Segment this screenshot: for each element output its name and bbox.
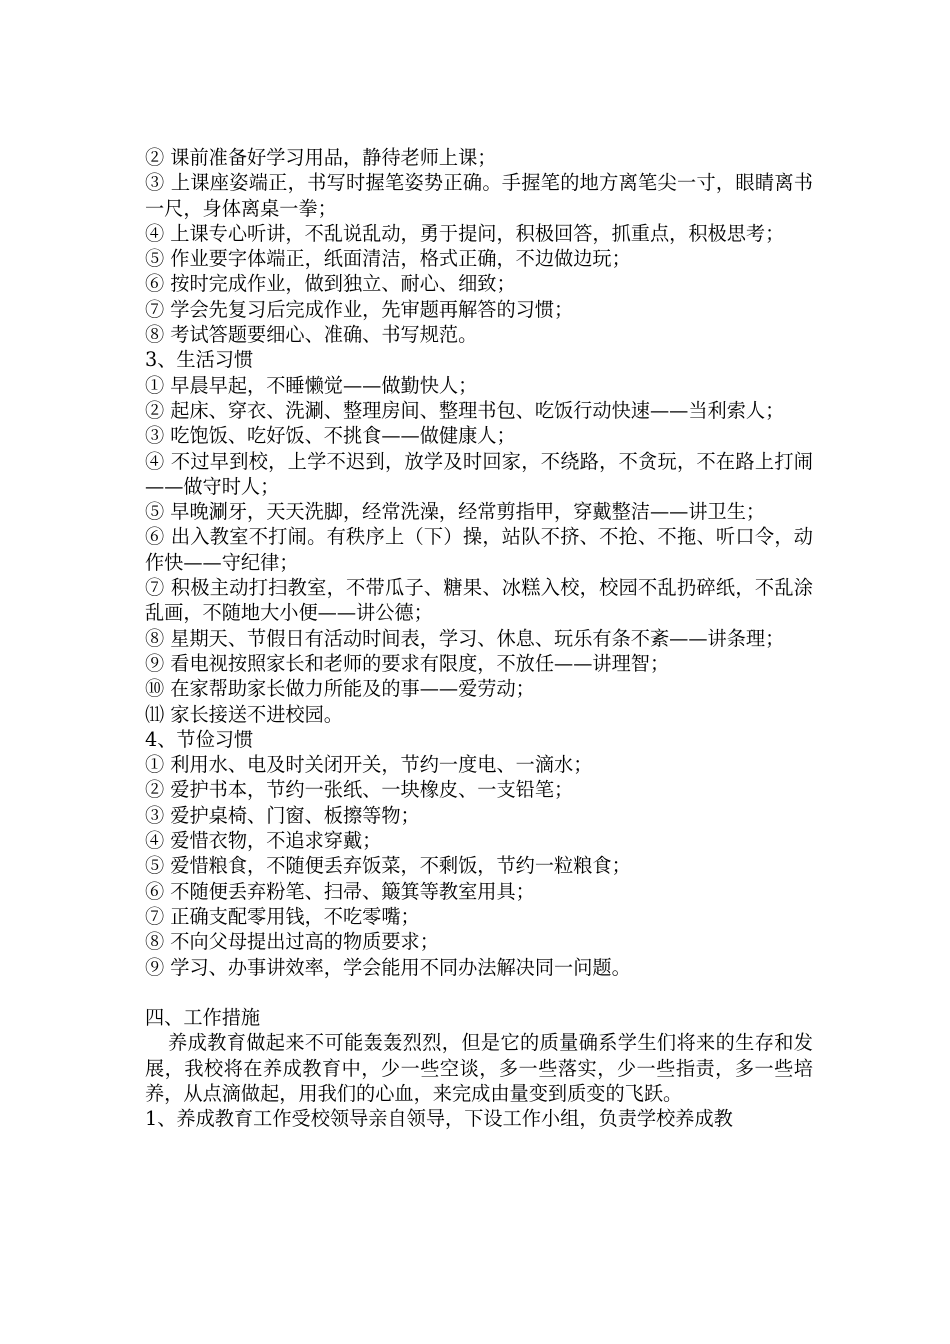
blank-line [145,980,813,1005]
list-item: ③ 上课座姿端正，书写时握笔姿势正确。手握笔的地方离笔尖一寸，眼睛离书一尺，身体离桌一拳； [145,171,813,220]
list-item: ④ 上课专心听讲，不乱说乱动，勇于提问，积极回答，抓重点，积极思考； [145,221,785,245]
list-item: ① 早晨早起，不睡懒觉——做勤快人； [145,373,478,397]
list-item: ⑧ 不向父母提出过高的物质要求； [145,930,439,954]
list-item: ⑦ 积极主动打扫教室，不带瓜子、糖果、冰糕入校，校园不乱扔碎纸，不乱涂乱画，不随地大小便——讲公德； [145,576,813,625]
list-item: ⑥ 不随便丢弃粉笔、扫帚、簸箕等教室用具； [145,879,535,903]
section-heading-life: 3、生活习惯 [145,348,254,372]
measure-item-1: 1、养成教育工作受校领导亲自领导，下设工作小组，负责学校养成教 [145,1107,733,1131]
list-item: ③ 吃饱饭、吃好饭、不挑食——做健康人； [145,424,516,448]
list-item: ④ 不过早到校，上学不迟到，放学及时回家，不绕路，不贪玩，不在路上打闹——做守时人； [145,449,813,498]
list-item: ② 起床、穿衣、洗涮、整理房间、整理书包、吃饭行动快速——当利索人； [145,398,785,422]
list-item: ⑾ 家长接送不进校园。 [145,702,343,726]
list-item: ⑦ 学会先复习后完成作业，先审题再解答的习惯； [145,297,574,321]
list-item: ① 利用水、电及时关闭开关，节约一度电、一滴水； [145,753,593,777]
life-habits-list [145,373,813,727]
list-item: ③ 爱护桌椅、门窗、板擦等物； [145,803,420,827]
list-item: ⑤ 早晚涮牙，天天洗脚，经常洗澡，经常剪指甲，穿戴整洁——讲卫生； [145,500,766,524]
list-item: ② 爱护书本，节约一张纸、一块橡皮、一支铅笔； [145,778,574,802]
list-item: ② 课前准备好学习用品，静待老师上课； [145,146,497,169]
list-item: ⑥ 出入教室不打闹。有秩序上（下）操，站队不挤、不抢、不拖、听口令，动作快——守纪律； [145,525,813,574]
study-habits-list [145,145,813,347]
list-item: ⑧ 考试答题要细心、准确、书写规范。 [145,323,478,347]
list-item: ④ 爱惜衣物，不追求穿戴； [145,829,382,853]
thrift-habits-list [145,752,813,980]
list-item: ⑧ 星期天、节假日有活动时间表，学习、休息、玩乐有条不紊——讲条理； [145,626,785,650]
list-item: ⑤ 爱惜粮食，不随便丢弃饭菜，不剩饭，节约一粒粮食； [145,854,631,878]
list-item: ⑩ 在家帮助家长做力所能及的事——爱劳动； [145,677,535,701]
list-item: ⑨ 看电视按照家长和老师的要求有限度，不放任——讲理智； [145,651,670,675]
list-item: ⑥ 按时完成作业，做到独立、耐心、细致； [145,272,516,296]
list-item: ⑨ 学习、办事讲效率，学会能用不同办法解决同一问题。 [145,955,631,979]
list-item: ⑤ 作业要字体端正，纸面清洁，格式正确，不边做边玩； [145,247,631,271]
document-page [145,145,813,1132]
section-heading-measures: 四、工作措施 [145,1006,261,1030]
section-heading-thrift: 4、节俭习惯 [145,727,254,751]
list-item: ⑦ 正确支配零用钱，不吃零嘴； [145,904,420,928]
measures-paragraph: 养成教育做起来不可能轰轰烈烈，但是它的质量确系学生们将来的生存和发展，我校将在养成教育中，少一些空谈，多一些落实，少一些指责，多一些培养，从点滴做起，用我们的心血，来完成由量变到质变的飞跃。 [145,1031,813,1105]
